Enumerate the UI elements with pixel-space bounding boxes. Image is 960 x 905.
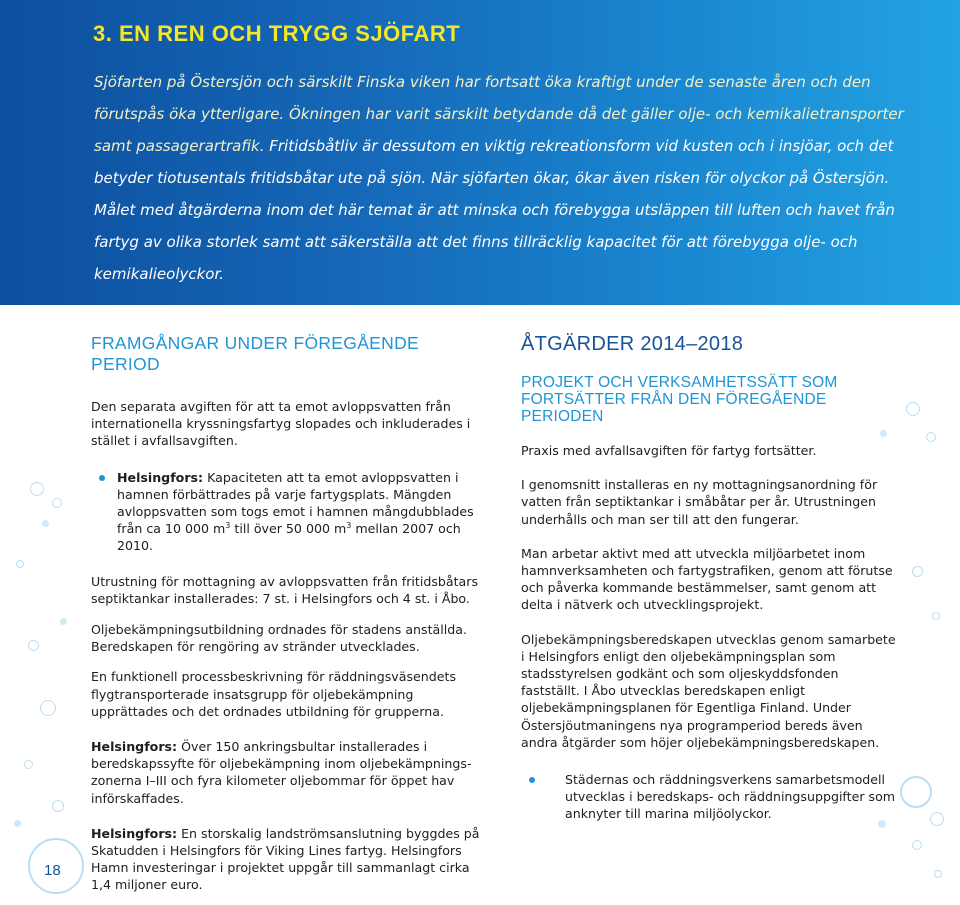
right-heading: ÅTGÄRDER 2014–2018 (521, 333, 744, 355)
intro-lead: Sjöfarten på Östersjön och särskilt Finska viken har fortsatt öka kraftigt under de senaste åren och den förutspås öka ytterligare. Ökningen har varit särskilt betydande då det gäller olje- och kemikalietransporter samt passagerartrafik. (94, 73, 904, 155)
superscript-3: 3 (225, 521, 231, 531)
right-paragraph-1: Praxis med avfallsavgiften för fartyg fortsätter. (521, 443, 817, 458)
left-column (91, 333, 491, 894)
left-paragraph-6 (91, 825, 491, 894)
intro-paragraph (94, 66, 924, 290)
bullet-text-a: Kapaciteten att ta emot avloppsvatten i hamnen förbättrades på varje fartygsplats. Mängden avloppsvatten som togs emot i hamnen mångdubblades från ca 10 000 m (117, 469, 474, 537)
right-subheading: PROJEKT OCH VERKSAMHETSSÄTT SOM FORTSÄTTER FRÅN DEN FÖREGÅENDE PERIODEN (521, 374, 838, 425)
page-number: 18 (44, 862, 61, 879)
left-heading: FRAMGÅNGAR UNDER FÖREGÅENDE PERIOD (91, 333, 419, 374)
chapter-title: 3. EN REN OCH TRYGG SJÖFART (93, 21, 461, 46)
paragraph-label: Helsingfors: (91, 739, 178, 755)
bullet-text-c: mellan 2007 och 2010. (117, 521, 461, 554)
left-bullet-item (91, 469, 491, 555)
right-paragraph-4: Oljebekämpningsberedskapen utvecklas genom samarbete i Helsingfors enligt den oljebekämpningsplan som stadsstyrelsen godkänt och som oljeskyddsfonden fastställt. I Åbo utvecklas beredskapen enligt oljebekämpningsplanen för Egentliga Finland. Under Östersjöutmaningens nya programperiod bereds även andra åtgärder som höjer oljebekämpningsberedskapen. (521, 631, 896, 750)
superscript-3: 3 (346, 521, 352, 531)
paragraph-label: Helsingfors: (91, 825, 178, 841)
right-paragraph-3: Man arbetar aktivt med att utveckla miljöarbetet inom hamnverksamheten och fartygstrafiken, genom att förutse och påverka kommande bestämmelser, samt genom att delta i nätverk och utvecklingsprojekt. (521, 545, 893, 613)
right-bullet-item: Städernas och räddningsverkens samarbetsmodell utvecklas i beredskaps- och räddningsuppgifter som anknyter till marina miljöolyckor. (521, 771, 901, 823)
left-paragraph-5 (91, 738, 491, 807)
bullet-label: Helsingfors: (117, 469, 204, 485)
right-paragraph-2: I genomsnitt installeras en ny mottagningsanordning för vatten från septiktankar i småbåtar per år. Utrustningen underhålls och man ser till att den fungerar. (521, 477, 878, 527)
right-column (521, 333, 901, 823)
bullet-text-b: till över 50 000 m (230, 521, 347, 537)
left-paragraph-1: Den separata avgiften för att ta emot avloppsvatten från internationella kryssningsfartyg slopades och inkluderades i stället i avfallsavgiften. (91, 399, 471, 449)
left-paragraph-3: Oljebekämpningsutbildning ordnades för stadens anställda. Beredskapen för rengöring av stränder utvecklades. (91, 622, 467, 655)
left-paragraph-2: Utrustning för mottagning av avloppsvatten från fritidsbåtars septiktankar installerades: 7 st. i Helsingfors och 4 st. i Åbo. (91, 573, 479, 606)
paragraph-text: Över 150 ankringsbultar installerades i beredskapssyfte för oljebekämpning inom oljebekämpningszonerna I–III och fyra kilometer oljebommar för öppet hav införskaffades. (91, 739, 472, 806)
left-paragraph-4: En funktionell processbeskrivning för räddningsväsendets flygtransporterade insatsgrupp för oljebekämpning upprättades och det ordnades utbildning för grupperna. (91, 669, 457, 719)
paragraph-text: En storskalig landströmsanslutning byggdes på Skatudden i Helsingfors för Viking Lines fartyg. Helsingfors Hamn investeringar i projektet uppgår till sammanlagt cirka 1,4 miljoner euro. (91, 825, 480, 893)
intro-rest: Fritidsbåtliv är dessutom en viktig rekreationsform vid kusten och i insjöar, och det betyder tiotusentals fritidsbåtar ute på sjön. När sjöfarten ökar, ökar även risken för olyckor på Östersjön. Målet med åtgärderna inom det här temat är att minska och förebygga utsläppen till luften och havet från fartyg av olika storlek samt att säkerställa att det finns tillräcklig kapacitet för att förebygga olje- och kemikalieolyckor. (94, 137, 895, 283)
